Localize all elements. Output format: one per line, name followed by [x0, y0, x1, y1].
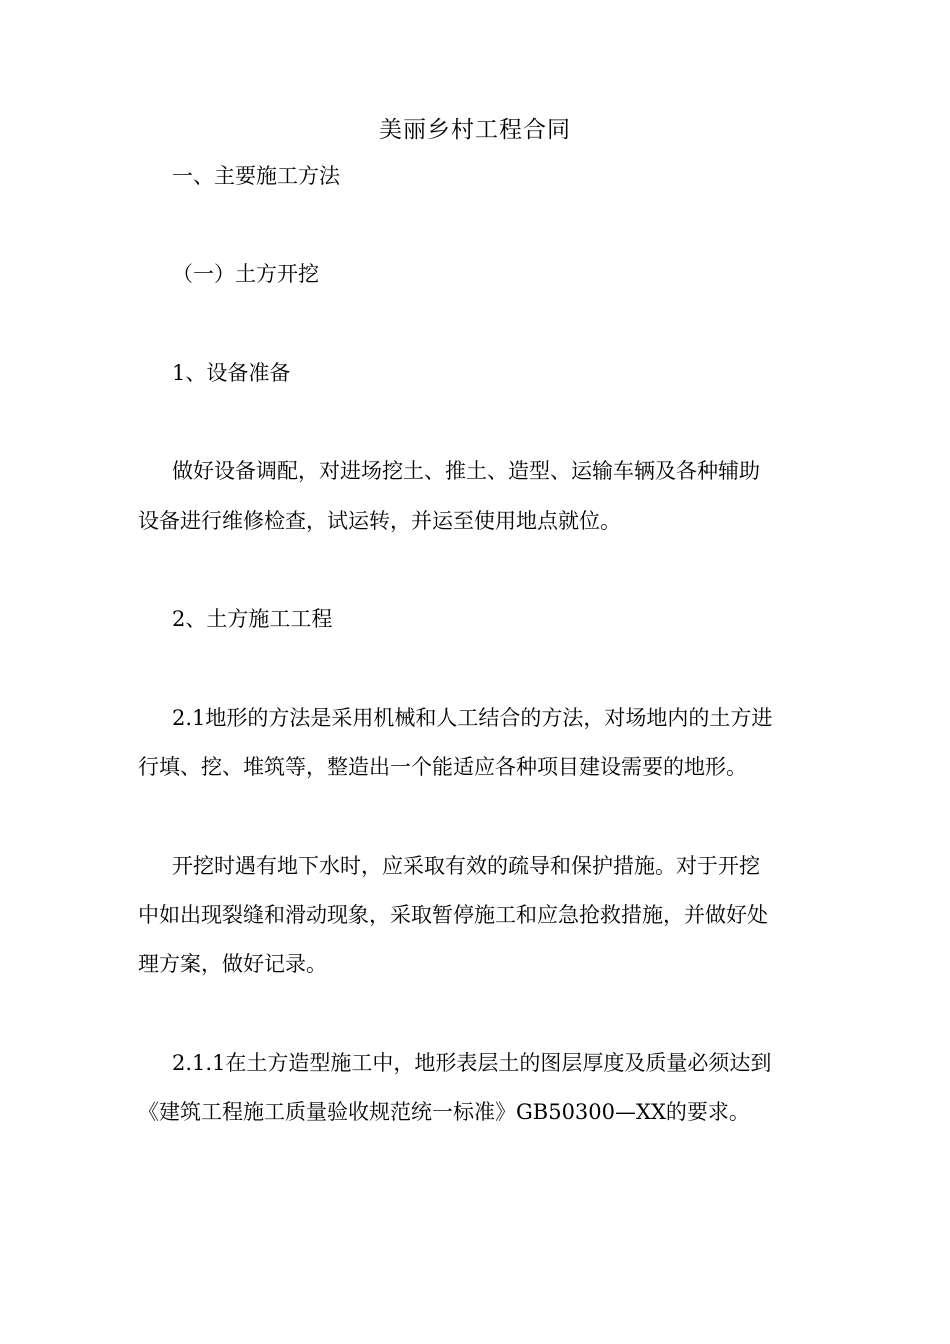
paragraph-terrain-line-1: 2.1地形的方法是采用机械和人工结合的方法，对场地内的土方进: [172, 706, 773, 730]
paragraph-terrain-line-2: 行填、挖、堆筑等，整造出一个能适应各种项目建设需要的地形。: [138, 755, 747, 779]
item-heading-earthwork: 2、土方施工工程: [172, 607, 333, 631]
paragraph-groundwater-line-2: 中如出现裂缝和滑动现象，采取暂停施工和应急抢救措施，并做好处: [138, 903, 768, 927]
paragraph-groundwater-line-1: 开挖时遇有地下水时，应采取有效的疏导和保护措施。对于开挖: [172, 854, 760, 878]
document-title: 美丽乡村工程合同: [379, 117, 571, 143]
paragraph-equipment-line-1: 做好设备调配，对进场挖土、推土、造型、运输车辆及各种辅助: [172, 459, 760, 483]
paragraph-equipment-line-2: 设备进行维修检查，试运转，并运至使用地点就位。: [138, 509, 621, 533]
subsection-heading: （一）土方开挖: [172, 262, 319, 286]
item-heading-equipment: 1、设备准备: [172, 361, 291, 385]
section-heading: 一、主要施工方法: [172, 164, 340, 188]
paragraph-standard-line-2: 《建筑工程施工质量验收规范统一标准》GB50300—XX的要求。: [138, 1100, 750, 1124]
paragraph-standard-line-1: 2.1.1在土方造型施工中，地形表层土的图层厚度及质量必须达到: [172, 1051, 772, 1075]
paragraph-groundwater-line-3: 理方案，做好记录。: [138, 952, 327, 976]
